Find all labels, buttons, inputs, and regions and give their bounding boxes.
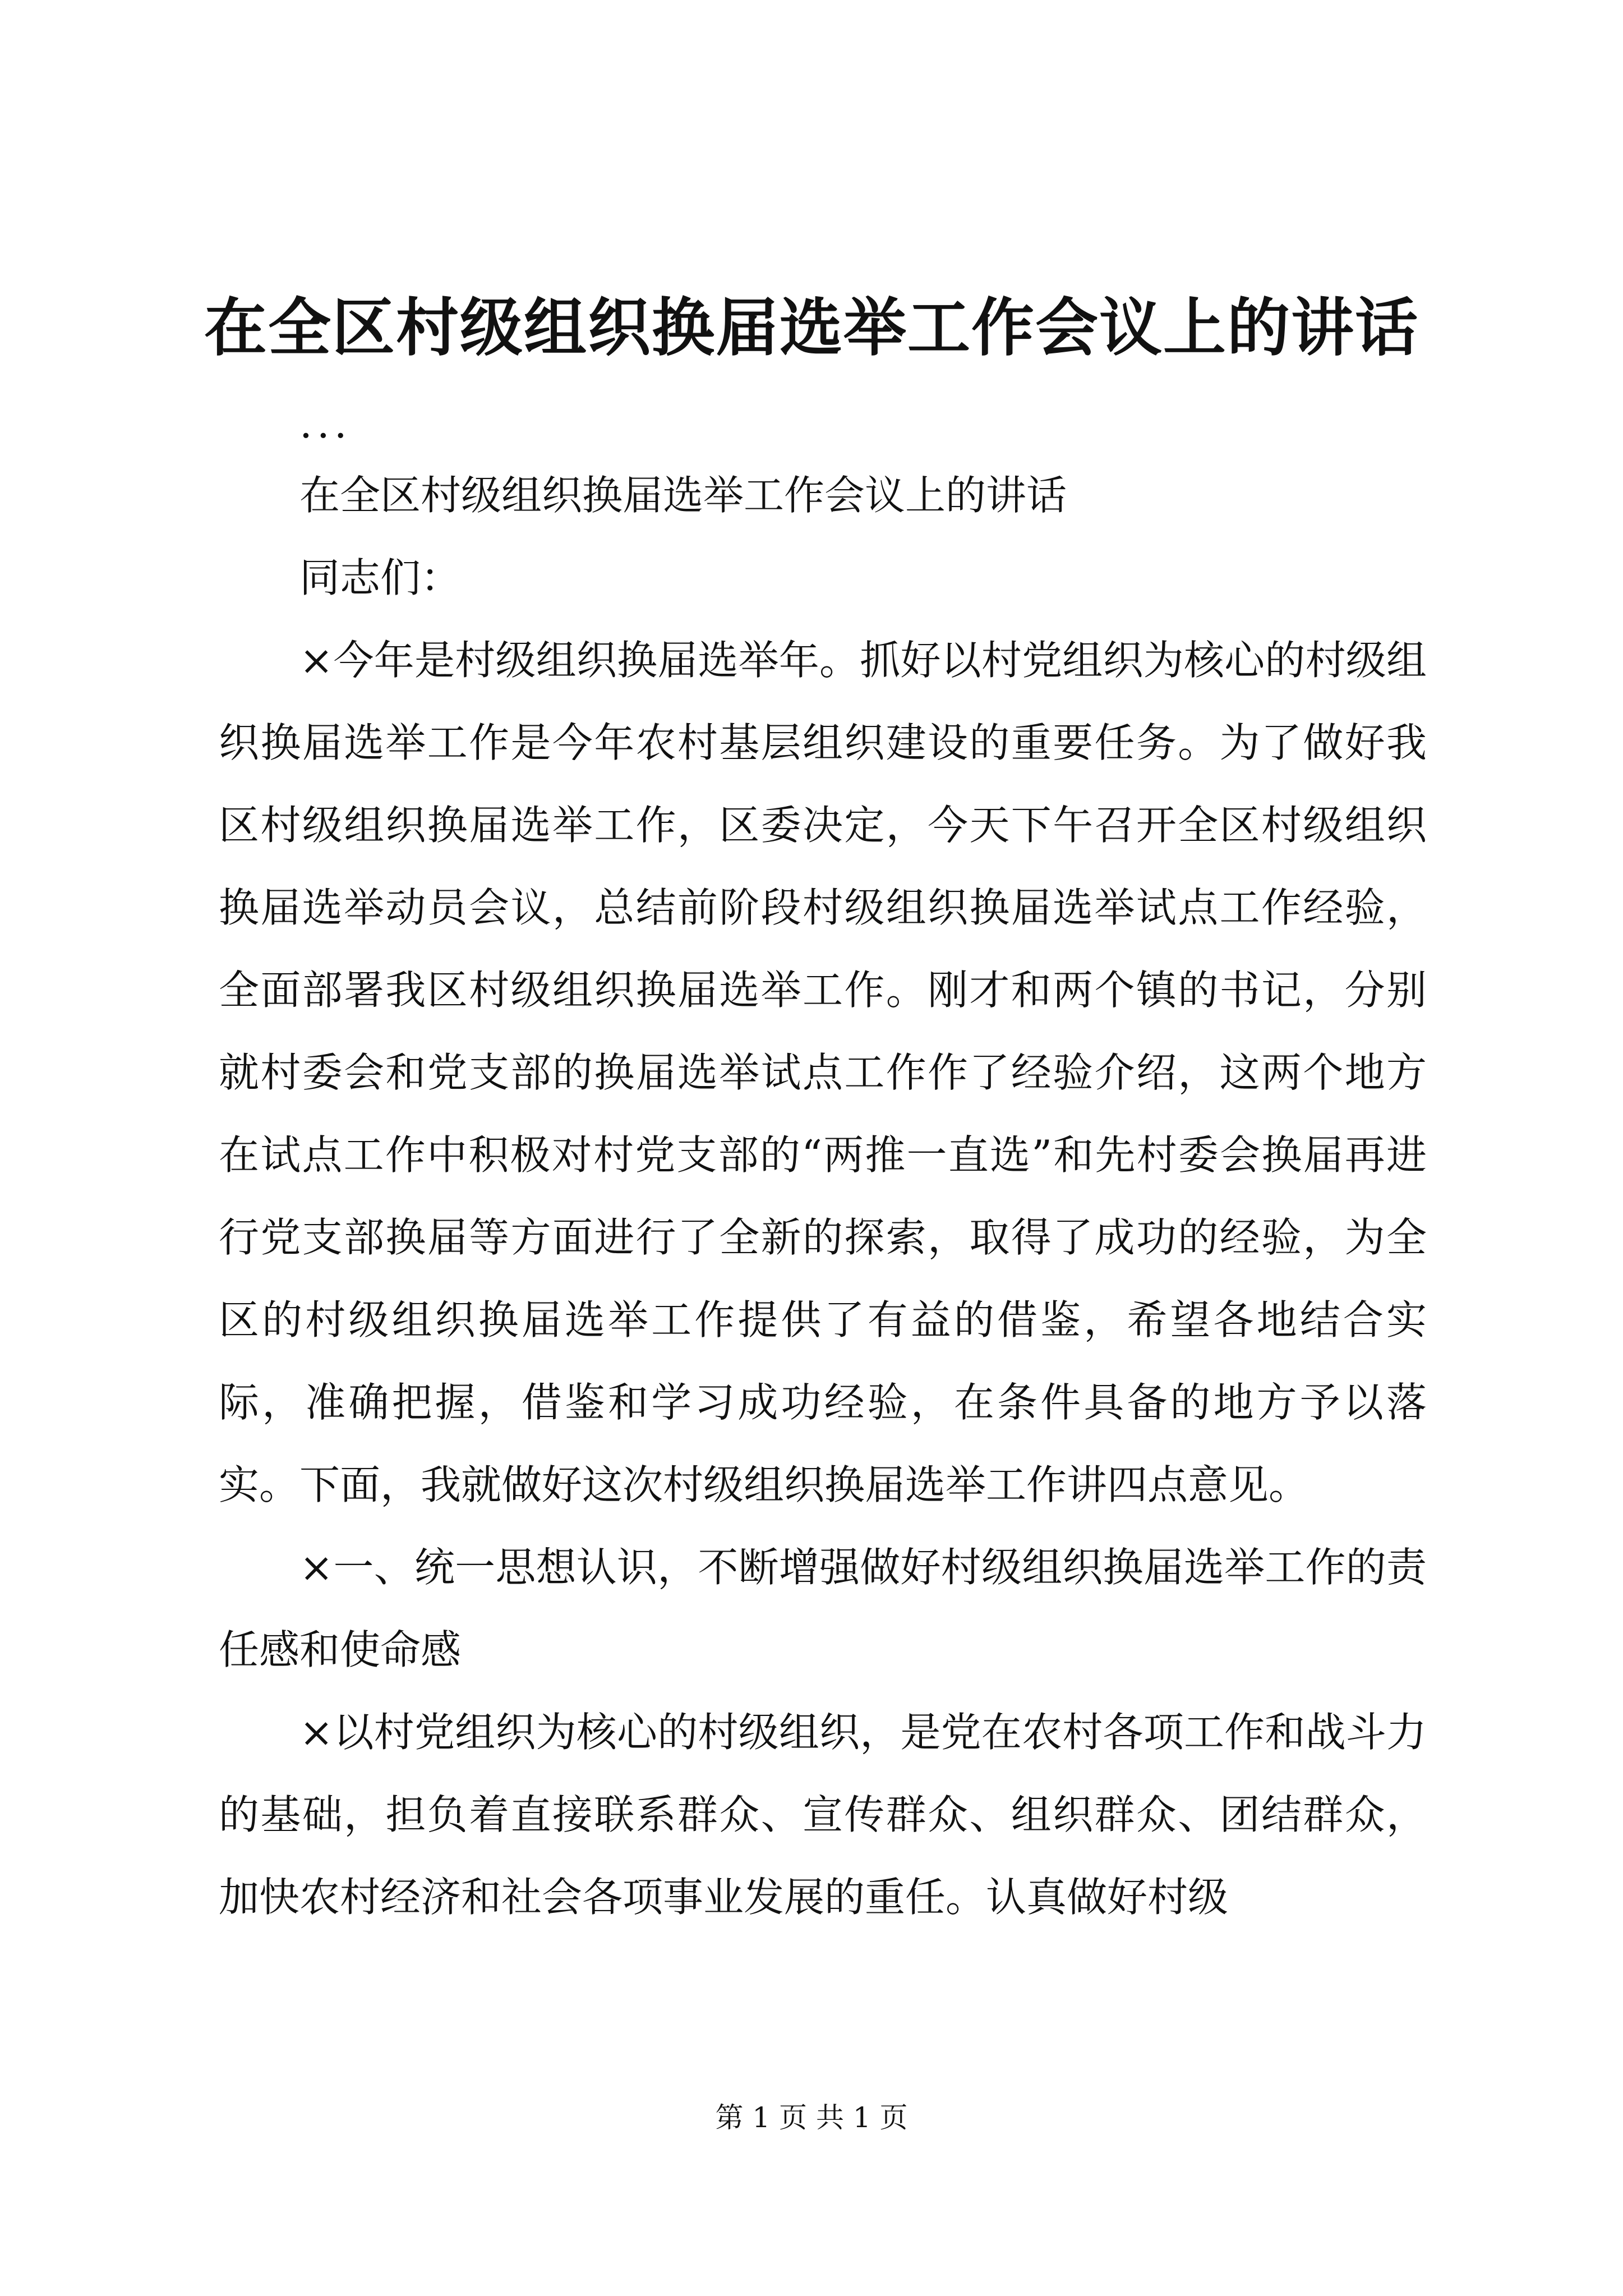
ellipsis-line: ... xyxy=(299,400,352,447)
document-body xyxy=(219,393,1427,1939)
subtitle-paragraph: 在全区村级组织换届选举工作会议上的讲话 xyxy=(299,472,1067,519)
body-paragraph: ×以村党组织为核心的村级组织，是党在农村各项工作和战斗力的基础，担负着直接联系群众、宣传群众、组织群众、团结群众，加快农村经济和社会各项事业发展的重任。认真做好村级 xyxy=(219,1709,1427,1921)
salutation-paragraph: 同志们： xyxy=(299,554,462,601)
body-paragraph: ×今年是村级组织换届选举年。抓好以村党组织为核心的村级组织换届选举工作是今年农村基层组织建设的重要任务。为了做好我区村级组织换届选举工作，区委决定，今天下午召开全区村级组织换届选举动员会议，总结前阶段村级组织换届选举试点工作经验，全面部署我区村级组织换届选举工作。刚才和两个镇的书记，分别就村委会和党支部的换届选举试点工作作了经验介绍，这两个地方在试点工作中积极对村党支部的“两推一直选”和先村委会换届再进行党支部换届等方面进行了全新的探索，取得了成功的经验，为全区的村级组织换届选举工作提供了有益的借鉴，希望各地结合实际，准确把握，借鉴和学习成功经验，在条件具备的地方予以落实。下面，我就做好这次村级组织换届选举工作讲四点意见。 xyxy=(219,637,1427,1508)
section-heading-paragraph: ×一、统一思想认识，不断增强做好村级组织换届选举工作的责任感和使命感 xyxy=(219,1544,1427,1673)
page-title: 在全区村级组织换届选举工作会议上的讲话 xyxy=(204,291,1419,365)
page-footer: 第 1 页 共 1 页 xyxy=(715,2101,908,2134)
